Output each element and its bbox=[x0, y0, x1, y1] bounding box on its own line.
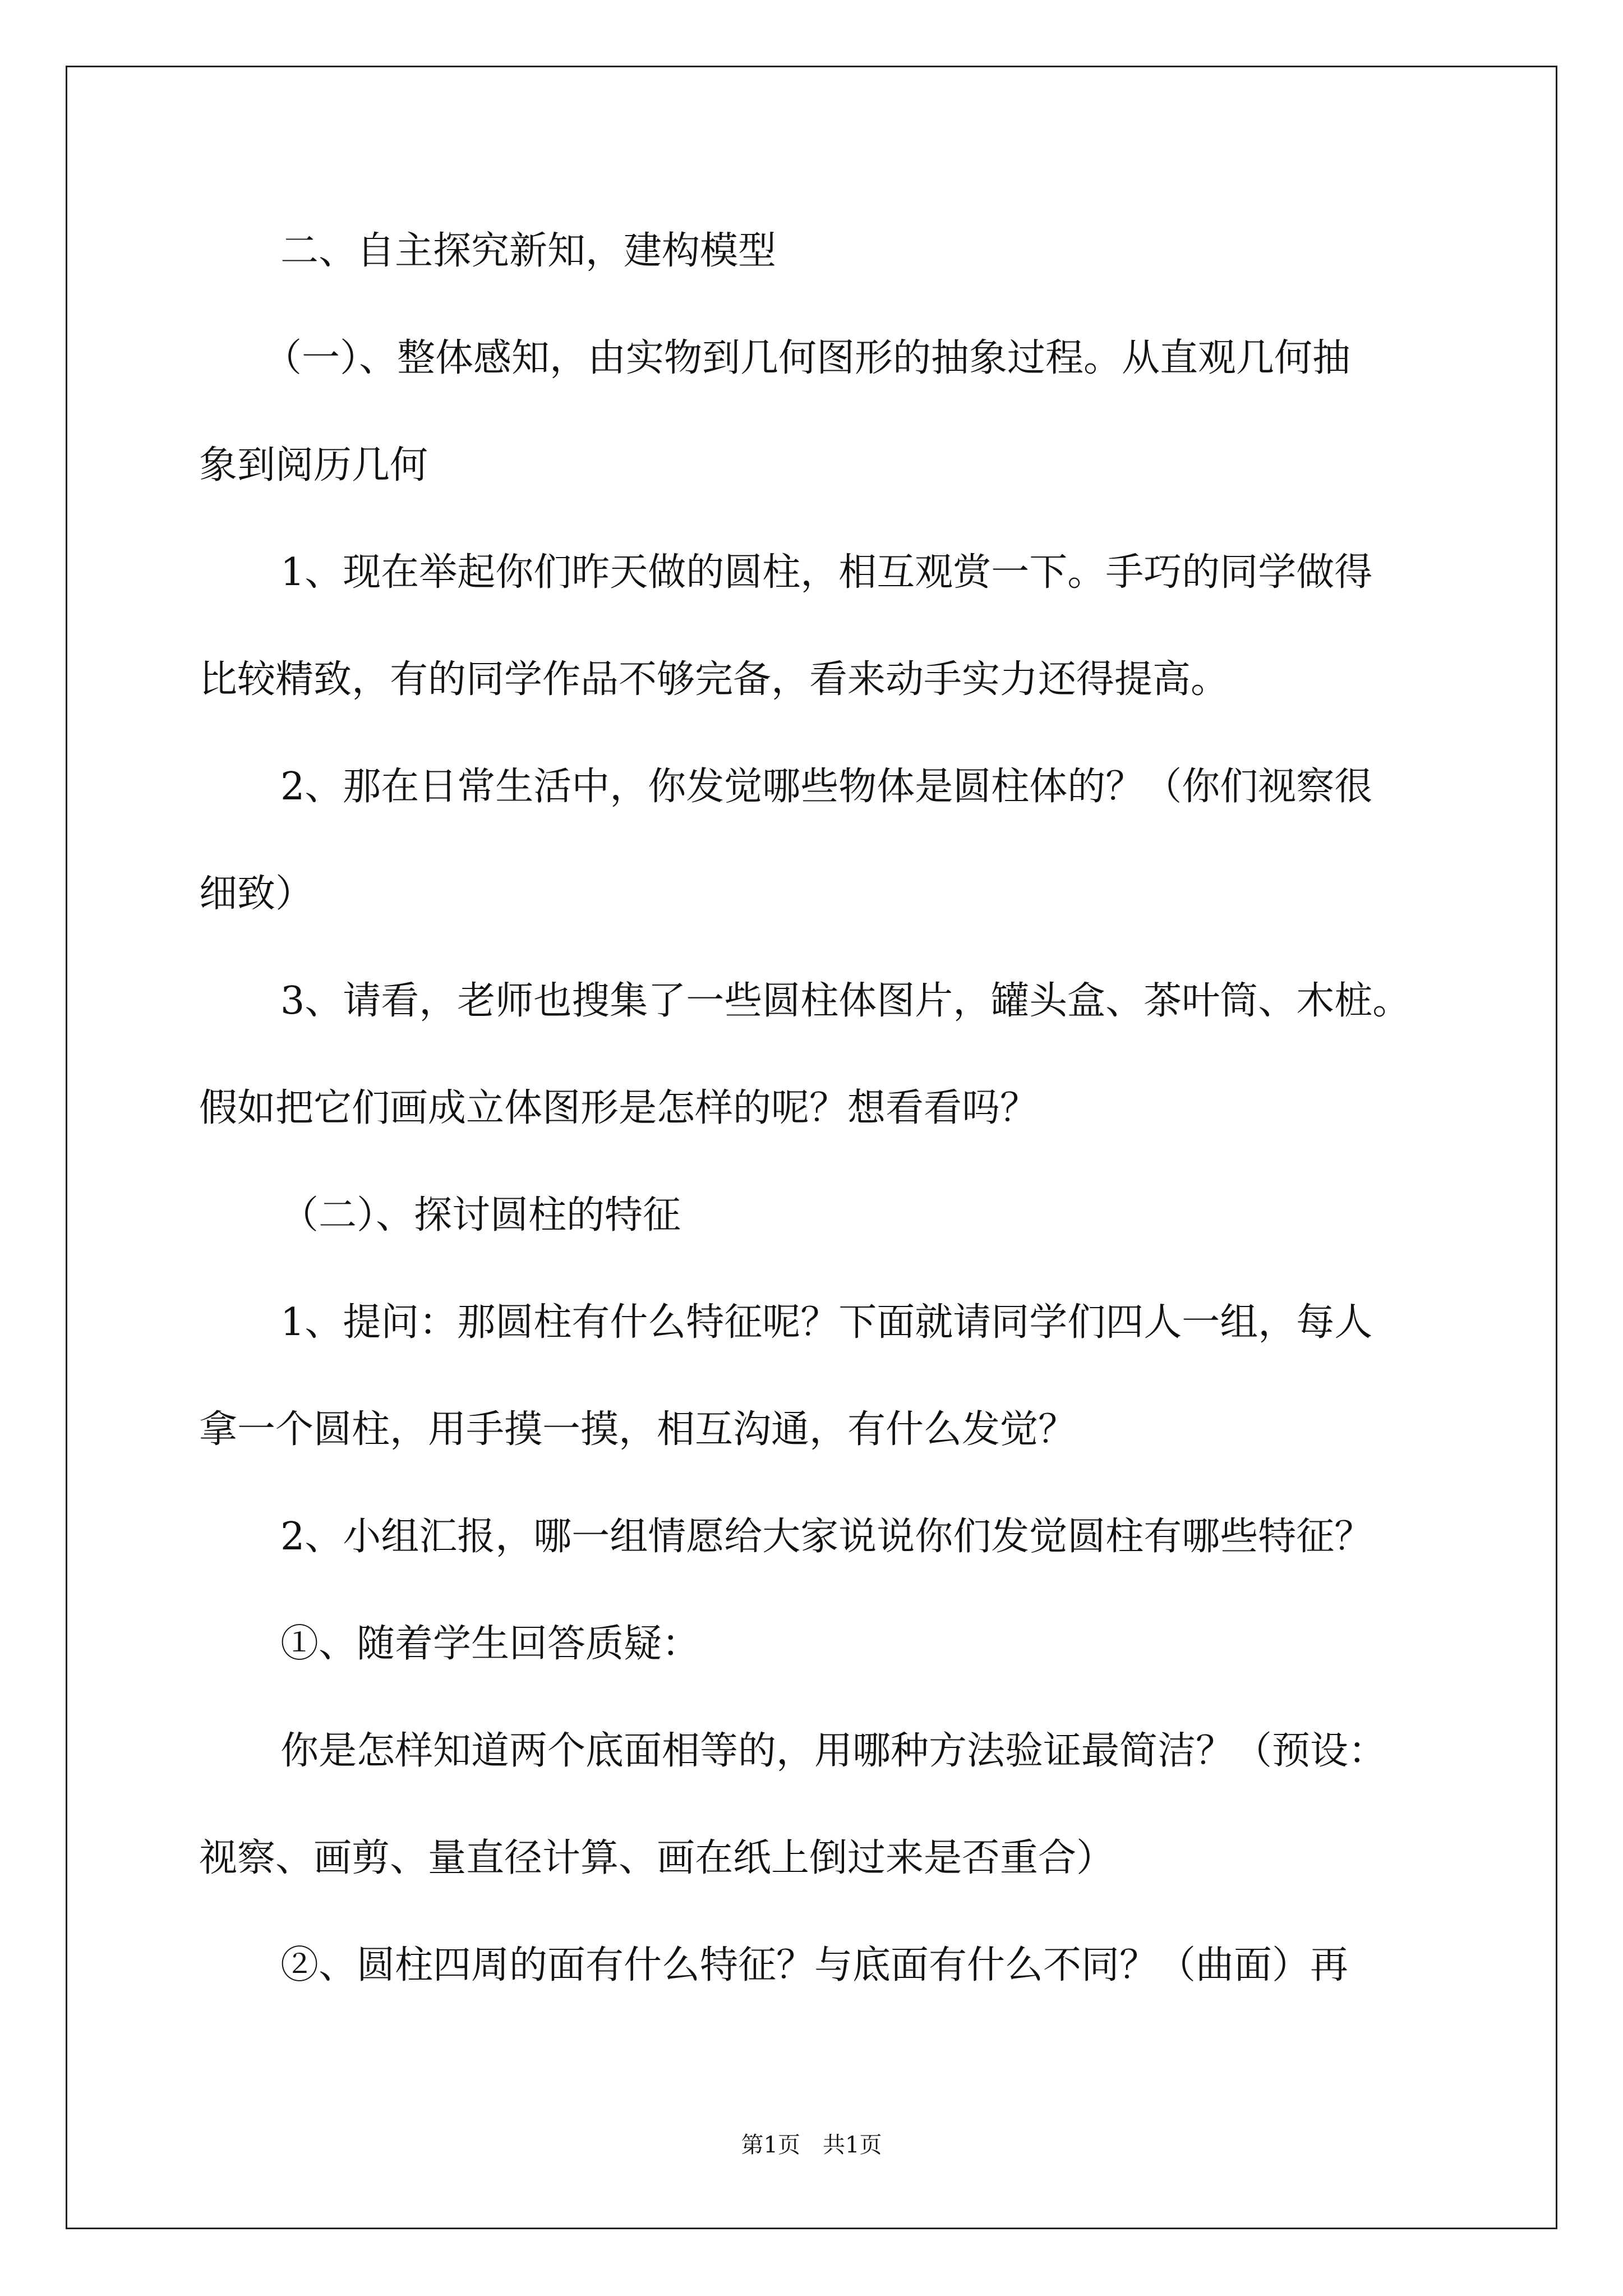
section-heading: 二、自主探究新知，建构模型 bbox=[280, 229, 777, 273]
page-footer: 第1页 共1页 bbox=[741, 2132, 882, 2158]
list-item-1: 1、提问：那圆柱有什么特征呢？下面就请同学们四人一组，每人 bbox=[280, 1300, 1373, 1345]
text-line: 拿一个圆柱，用手摸一摸，相互沟通，有什么发觉？ bbox=[199, 1407, 1077, 1452]
text-line: 比较精致，有的同学作品不够完备，看来动手实力还得提高。 bbox=[199, 657, 1229, 702]
list-item-1: 1、现在举起你们昨天做的圆柱，相互观赏一下。手巧的同学做得 bbox=[280, 550, 1373, 595]
list-item-2: 2、那在日常生活中，你发觉哪些物体是圆柱体的？（你们视察很 bbox=[280, 765, 1373, 809]
sub-item-2: ②、圆柱四周的面有什么特征？与底面有什么不同？（曲面）再 bbox=[280, 1943, 1349, 1987]
subsection-heading: （一）、整体感知，由实物到几何图形的抽象过程。从直观几何抽 bbox=[264, 336, 1351, 380]
text-line: 细致） bbox=[199, 872, 314, 916]
sub-item-1: ①、随着学生回答质疑： bbox=[280, 1622, 700, 1666]
list-item-2: 2、小组汇报，哪一组情愿给大家说说你们发觉圆柱有哪些特征？ bbox=[280, 1515, 1373, 1559]
list-item-3: 3、请看，老师也搜集了一些圆柱体图片，罐头盒、茶叶筒、木桩。 bbox=[280, 979, 1411, 1023]
text-line: 假如把它们画成立体图形是怎样的呢？想看看吗？ bbox=[199, 1086, 1039, 1130]
subsection-heading: （二）、探讨圆柱的特征 bbox=[280, 1193, 681, 1237]
text-line: 象到阅历几何 bbox=[199, 443, 428, 487]
page-border bbox=[66, 66, 1557, 2229]
text-line: 你是怎样知道两个底面相等的，用哪种方法验证最简洁？（预设： bbox=[280, 1729, 1387, 1773]
text-line: 视察、画剪、量直径计算、画在纸上倒过来是否重合） bbox=[199, 1836, 1115, 1880]
